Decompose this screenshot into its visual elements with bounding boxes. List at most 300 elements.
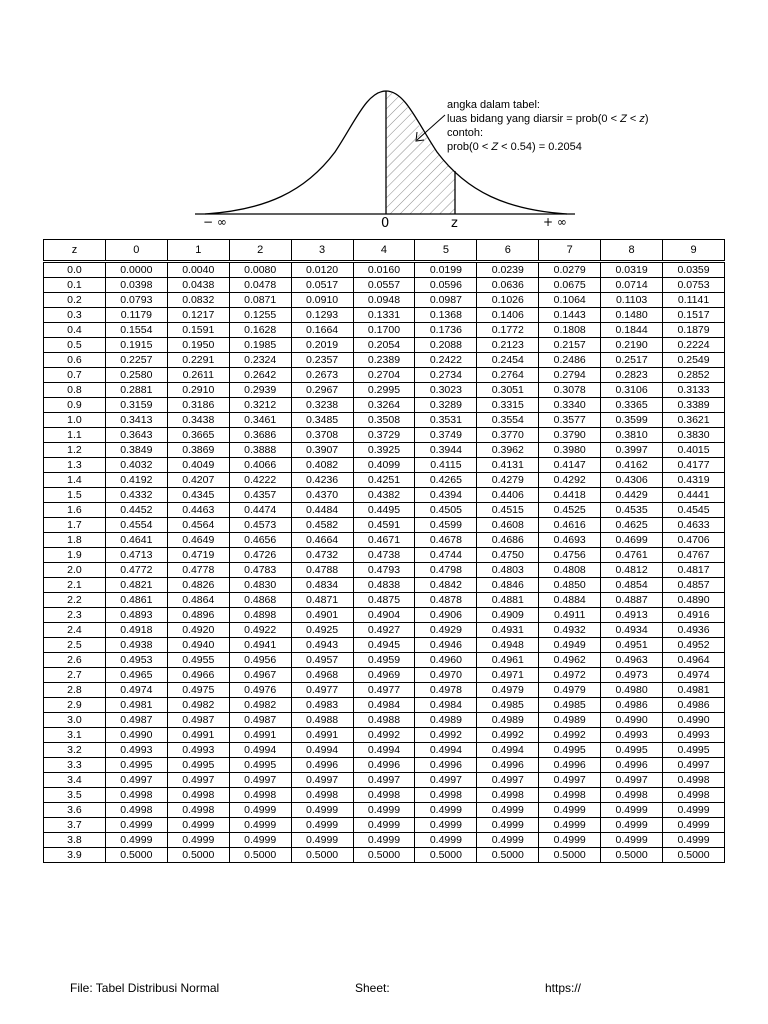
- probability-cell: 0.4965: [105, 668, 167, 683]
- probability-cell: 0.3389: [663, 398, 725, 413]
- probability-cell: 0.3133: [663, 383, 725, 398]
- probability-cell: 0.3643: [105, 428, 167, 443]
- probability-cell: 0.4999: [663, 818, 725, 833]
- probability-cell: 0.2157: [539, 338, 601, 353]
- probability-cell: 0.4265: [415, 473, 477, 488]
- probability-cell: 0.4750: [477, 548, 539, 563]
- probability-cell: 0.4812: [601, 563, 663, 578]
- probability-cell: 0.4998: [601, 788, 663, 803]
- probability-cell: 0.2389: [353, 353, 415, 368]
- probability-cell: 0.4999: [601, 818, 663, 833]
- probability-cell: 0.1331: [353, 308, 415, 323]
- probability-cell: 0.4940: [167, 638, 229, 653]
- probability-cell: 0.4738: [353, 548, 415, 563]
- header-col: 1: [167, 240, 229, 262]
- probability-cell: 0.1255: [229, 308, 291, 323]
- probability-cell: 0.4554: [105, 518, 167, 533]
- probability-cell: 0.3078: [539, 383, 601, 398]
- probability-cell: 0.4969: [353, 668, 415, 683]
- probability-cell: 0.1368: [415, 308, 477, 323]
- probability-cell: 0.4898: [229, 608, 291, 623]
- table-row: [44, 338, 725, 353]
- probability-cell: 0.4988: [291, 713, 353, 728]
- probability-cell: 0.4726: [229, 548, 291, 563]
- probability-cell: 0.4999: [167, 818, 229, 833]
- probability-cell: 0.4993: [105, 743, 167, 758]
- probability-cell: 0.4999: [477, 833, 539, 848]
- probability-cell: 0.4904: [353, 608, 415, 623]
- table-row: [44, 533, 725, 548]
- probability-cell: 0.4992: [539, 728, 601, 743]
- probability-cell: 0.4693: [539, 533, 601, 548]
- probability-cell: 0.4633: [663, 518, 725, 533]
- probability-cell: 0.4864: [167, 593, 229, 608]
- probability-cell: 0.4974: [663, 668, 725, 683]
- table-row: [44, 848, 725, 863]
- probability-cell: 0.3554: [477, 413, 539, 428]
- probability-cell: 0.4999: [415, 818, 477, 833]
- z-value-cell: 1.3: [44, 458, 106, 473]
- probability-cell: 0.5000: [539, 848, 601, 863]
- probability-cell: 0.4996: [291, 758, 353, 773]
- probability-cell: 0.4452: [105, 503, 167, 518]
- probability-cell: 0.0199: [415, 262, 477, 278]
- z-distribution-table: [43, 239, 725, 863]
- probability-cell: 0.4868: [229, 593, 291, 608]
- table-row: [44, 578, 725, 593]
- probability-cell: 0.4783: [229, 563, 291, 578]
- z-value-cell: 0.2: [44, 293, 106, 308]
- probability-cell: 0.4761: [601, 548, 663, 563]
- probability-cell: 0.4821: [105, 578, 167, 593]
- probability-cell: 0.4906: [415, 608, 477, 623]
- probability-cell: 0.2852: [663, 368, 725, 383]
- header-col: 9: [663, 240, 725, 262]
- probability-cell: 0.4992: [353, 728, 415, 743]
- table-row: [44, 683, 725, 698]
- probability-cell: 0.4983: [291, 698, 353, 713]
- probability-cell: 0.4474: [229, 503, 291, 518]
- probability-cell: 0.4999: [291, 803, 353, 818]
- probability-cell: 0.4994: [353, 743, 415, 758]
- probability-cell: 0.4920: [167, 623, 229, 638]
- table-row: [44, 398, 725, 413]
- probability-cell: 0.4162: [601, 458, 663, 473]
- probability-cell: 0.4997: [229, 773, 291, 788]
- probability-cell: 0.2019: [291, 338, 353, 353]
- probability-cell: 0.4990: [663, 713, 725, 728]
- probability-cell: 0.4032: [105, 458, 167, 473]
- probability-cell: 0.1844: [601, 323, 663, 338]
- probability-cell: 0.4999: [539, 803, 601, 818]
- probability-cell: 0.4875: [353, 593, 415, 608]
- probability-cell: 0.4925: [291, 623, 353, 638]
- probability-cell: 0.4591: [353, 518, 415, 533]
- probability-cell: 0.4959: [353, 653, 415, 668]
- z-value-cell: 2.6: [44, 653, 106, 668]
- probability-cell: 0.4999: [663, 803, 725, 818]
- z-value-cell: 2.7: [44, 668, 106, 683]
- probability-cell: 0.0000: [105, 262, 167, 278]
- probability-cell: 0.4015: [663, 443, 725, 458]
- probability-cell: 0.4946: [415, 638, 477, 653]
- probability-cell: 0.4515: [477, 503, 539, 518]
- probability-cell: 0.0871: [229, 293, 291, 308]
- probability-cell: 0.4984: [415, 698, 477, 713]
- probability-cell: 0.4991: [229, 728, 291, 743]
- probability-cell: 0.4082: [291, 458, 353, 473]
- table-row: [44, 758, 725, 773]
- probability-cell: 0.3830: [663, 428, 725, 443]
- table-row: [44, 262, 725, 278]
- probability-cell: 0.4406: [477, 488, 539, 503]
- z-value-cell: 2.1: [44, 578, 106, 593]
- table-row: [44, 668, 725, 683]
- probability-cell: 0.4998: [291, 788, 353, 803]
- probability-cell: 0.4998: [415, 788, 477, 803]
- probability-cell: 0.5000: [663, 848, 725, 863]
- probability-cell: 0.5000: [105, 848, 167, 863]
- annotation-line-4: prob(0 < Z < 0.54) = 0.2054: [447, 141, 582, 153]
- probability-cell: 0.3340: [539, 398, 601, 413]
- z-value-cell: 2.3: [44, 608, 106, 623]
- probability-cell: 0.3289: [415, 398, 477, 413]
- probability-cell: 0.4997: [663, 758, 725, 773]
- probability-cell: 0.0239: [477, 262, 539, 278]
- axis-label-z: z: [451, 216, 458, 231]
- axis-label-left: − ∞: [203, 215, 227, 229]
- annotation-line-1: angka dalam tabel:: [447, 99, 540, 111]
- z-value-cell: 0.3: [44, 308, 106, 323]
- probability-cell: 0.4999: [167, 833, 229, 848]
- table-row: [44, 623, 725, 638]
- probability-cell: 0.2357: [291, 353, 353, 368]
- probability-cell: 0.3413: [105, 413, 167, 428]
- probability-cell: 0.4656: [229, 533, 291, 548]
- probability-cell: 0.4985: [539, 698, 601, 713]
- probability-cell: 0.4951: [601, 638, 663, 653]
- table-row: [44, 833, 725, 848]
- probability-cell: 0.4995: [601, 743, 663, 758]
- header-col: 6: [477, 240, 539, 262]
- header-z: z: [44, 240, 106, 262]
- probability-cell: 0.4996: [477, 758, 539, 773]
- probability-cell: 0.5000: [601, 848, 663, 863]
- probability-cell: 0.1628: [229, 323, 291, 338]
- table-row: [44, 443, 725, 458]
- probability-cell: 0.4803: [477, 563, 539, 578]
- table-row: [44, 743, 725, 758]
- probability-cell: 0.1950: [167, 338, 229, 353]
- probability-cell: 0.4535: [601, 503, 663, 518]
- probability-cell: 0.4987: [229, 713, 291, 728]
- probability-cell: 0.1026: [477, 293, 539, 308]
- probability-cell: 0.3665: [167, 428, 229, 443]
- probability-cell: 0.5000: [291, 848, 353, 863]
- probability-cell: 0.4999: [353, 818, 415, 833]
- probability-cell: 0.4998: [539, 788, 601, 803]
- probability-cell: 0.4854: [601, 578, 663, 593]
- probability-cell: 0.2190: [601, 338, 663, 353]
- probability-cell: 0.4979: [539, 683, 601, 698]
- probability-cell: 0.4995: [105, 758, 167, 773]
- table-row: [44, 548, 725, 563]
- table-row: [44, 818, 725, 833]
- probability-cell: 0.3508: [353, 413, 415, 428]
- probability-cell: 0.4943: [291, 638, 353, 653]
- probability-cell: 0.4989: [539, 713, 601, 728]
- probability-cell: 0.4999: [105, 818, 167, 833]
- probability-cell: 0.3997: [601, 443, 663, 458]
- probability-cell: 0.4990: [105, 728, 167, 743]
- probability-cell: 0.2549: [663, 353, 725, 368]
- probability-cell: 0.4830: [229, 578, 291, 593]
- probability-cell: 0.4901: [291, 608, 353, 623]
- probability-cell: 0.4980: [601, 683, 663, 698]
- probability-cell: 0.1554: [105, 323, 167, 338]
- footer-url[interactable]: https://: [545, 981, 582, 995]
- z-value-cell: 1.5: [44, 488, 106, 503]
- probability-cell: 0.4981: [663, 683, 725, 698]
- probability-cell: 0.3461: [229, 413, 291, 428]
- probability-cell: 0.4890: [663, 593, 725, 608]
- probability-cell: 0.3686: [229, 428, 291, 443]
- probability-cell: 0.4115: [415, 458, 477, 473]
- probability-cell: 0.2881: [105, 383, 167, 398]
- probability-cell: 0.2642: [229, 368, 291, 383]
- z-value-cell: 1.0: [44, 413, 106, 428]
- probability-cell: 0.4699: [601, 533, 663, 548]
- probability-cell: 0.4545: [663, 503, 725, 518]
- probability-cell: 0.4999: [663, 833, 725, 848]
- probability-cell: 0.2764: [477, 368, 539, 383]
- probability-cell: 0.0714: [601, 278, 663, 293]
- probability-cell: 0.3729: [353, 428, 415, 443]
- probability-cell: 0.4357: [229, 488, 291, 503]
- probability-cell: 0.4857: [663, 578, 725, 593]
- probability-cell: 0.4999: [229, 803, 291, 818]
- probability-cell: 0.4998: [105, 788, 167, 803]
- probability-cell: 0.4972: [539, 668, 601, 683]
- table-header-row: [44, 240, 725, 262]
- probability-cell: 0.1406: [477, 308, 539, 323]
- probability-cell: 0.3944: [415, 443, 477, 458]
- probability-cell: 0.4999: [415, 833, 477, 848]
- probability-cell: 0.4279: [477, 473, 539, 488]
- probability-cell: 0.4978: [415, 683, 477, 698]
- probability-cell: 0.4706: [663, 533, 725, 548]
- probability-cell: 0.4997: [167, 773, 229, 788]
- header-col: 2: [229, 240, 291, 262]
- probability-cell: 0.0596: [415, 278, 477, 293]
- probability-cell: 0.0832: [167, 293, 229, 308]
- probability-cell: 0.0359: [663, 262, 725, 278]
- probability-cell: 0.4884: [539, 593, 601, 608]
- probability-cell: 0.2794: [539, 368, 601, 383]
- probability-cell: 0.1700: [353, 323, 415, 338]
- probability-cell: 0.4998: [663, 788, 725, 803]
- probability-cell: 0.4909: [477, 608, 539, 623]
- probability-cell: 0.4049: [167, 458, 229, 473]
- probability-cell: 0.4345: [167, 488, 229, 503]
- probability-cell: 0.4990: [601, 713, 663, 728]
- probability-cell: 0.1480: [601, 308, 663, 323]
- probability-cell: 0.1103: [601, 293, 663, 308]
- probability-cell: 0.4842: [415, 578, 477, 593]
- probability-cell: 0.4968: [291, 668, 353, 683]
- probability-cell: 0.4991: [167, 728, 229, 743]
- probability-cell: 0.4616: [539, 518, 601, 533]
- probability-cell: 0.3907: [291, 443, 353, 458]
- probability-cell: 0.2910: [167, 383, 229, 398]
- probability-cell: 0.3790: [539, 428, 601, 443]
- probability-cell: 0.2580: [105, 368, 167, 383]
- probability-cell: 0.4998: [663, 773, 725, 788]
- probability-cell: 0.4964: [663, 653, 725, 668]
- table-row: [44, 383, 725, 398]
- probability-cell: 0.4292: [539, 473, 601, 488]
- probability-cell: 0.3531: [415, 413, 477, 428]
- probability-cell: 0.4997: [105, 773, 167, 788]
- probability-cell: 0.1217: [167, 308, 229, 323]
- probability-cell: 0.4996: [353, 758, 415, 773]
- probability-cell: 0.4997: [477, 773, 539, 788]
- probability-cell: 0.4999: [229, 818, 291, 833]
- probability-cell: 0.4999: [105, 833, 167, 848]
- probability-cell: 0.4099: [353, 458, 415, 473]
- table-row: [44, 293, 725, 308]
- table-row: [44, 608, 725, 623]
- probability-cell: 0.1985: [229, 338, 291, 353]
- probability-cell: 0.4495: [353, 503, 415, 518]
- probability-cell: 0.1141: [663, 293, 725, 308]
- probability-cell: 0.4756: [539, 548, 601, 563]
- probability-cell: 0.4251: [353, 473, 415, 488]
- probability-cell: 0.4887: [601, 593, 663, 608]
- probability-cell: 0.4949: [539, 638, 601, 653]
- probability-cell: 0.4938: [105, 638, 167, 653]
- probability-cell: 0.4960: [415, 653, 477, 668]
- probability-cell: 0.4649: [167, 533, 229, 548]
- z-value-cell: 1.7: [44, 518, 106, 533]
- probability-cell: 0.4147: [539, 458, 601, 473]
- probability-cell: 0.4878: [415, 593, 477, 608]
- probability-cell: 0.4222: [229, 473, 291, 488]
- probability-cell: 0.4999: [601, 803, 663, 818]
- probability-cell: 0.4970: [415, 668, 477, 683]
- probability-cell: 0.0319: [601, 262, 663, 278]
- table-row: [44, 638, 725, 653]
- probability-cell: 0.3212: [229, 398, 291, 413]
- probability-cell: 0.4987: [105, 713, 167, 728]
- probability-cell: 0.4945: [353, 638, 415, 653]
- probability-cell: 0.3599: [601, 413, 663, 428]
- table-row: [44, 473, 725, 488]
- probability-cell: 0.4913: [601, 608, 663, 623]
- probability-cell: 0.1179: [105, 308, 167, 323]
- probability-cell: 0.1879: [663, 323, 725, 338]
- probability-cell: 0.4992: [477, 728, 539, 743]
- probability-cell: 0.4988: [353, 713, 415, 728]
- probability-cell: 0.4177: [663, 458, 725, 473]
- probability-cell: 0.2257: [105, 353, 167, 368]
- probability-cell: 0.2291: [167, 353, 229, 368]
- table-row: [44, 413, 725, 428]
- probability-cell: 0.4916: [663, 608, 725, 623]
- probability-cell: 0.4429: [601, 488, 663, 503]
- probability-cell: 0.4962: [539, 653, 601, 668]
- z-value-cell: 3.2: [44, 743, 106, 758]
- probability-cell: 0.4798: [415, 563, 477, 578]
- probability-cell: 0.5000: [167, 848, 229, 863]
- probability-cell: 0.1443: [539, 308, 601, 323]
- probability-cell: 0.4732: [291, 548, 353, 563]
- header-col: 8: [601, 240, 663, 262]
- probability-cell: 0.4999: [291, 833, 353, 848]
- probability-cell: 0.4999: [353, 803, 415, 818]
- probability-cell: 0.1517: [663, 308, 725, 323]
- probability-cell: 0.4207: [167, 473, 229, 488]
- probability-cell: 0.4999: [415, 803, 477, 818]
- z-value-cell: 0.0: [44, 262, 106, 278]
- probability-cell: 0.4998: [353, 788, 415, 803]
- probability-cell: 0.4608: [477, 518, 539, 533]
- probability-cell: 0.4893: [105, 608, 167, 623]
- probability-cell: 0.1664: [291, 323, 353, 338]
- probability-cell: 0.2967: [291, 383, 353, 398]
- z-value-cell: 0.5: [44, 338, 106, 353]
- probability-cell: 0.3264: [353, 398, 415, 413]
- probability-cell: 0.4982: [167, 698, 229, 713]
- probability-cell: 0.3749: [415, 428, 477, 443]
- probability-cell: 0.3708: [291, 428, 353, 443]
- table-row: [44, 503, 725, 518]
- probability-cell: 0.4995: [663, 743, 725, 758]
- probability-cell: 0.4982: [229, 698, 291, 713]
- probability-cell: 0.4989: [415, 713, 477, 728]
- table-row: [44, 773, 725, 788]
- probability-cell: 0.4131: [477, 458, 539, 473]
- probability-cell: 0.4767: [663, 548, 725, 563]
- probability-cell: 0.4997: [415, 773, 477, 788]
- footer-file: File: Tabel Distribusi Normal: [70, 981, 220, 995]
- probability-cell: 0.4948: [477, 638, 539, 653]
- shaded-area: [386, 91, 455, 214]
- probability-cell: 0.4986: [601, 698, 663, 713]
- probability-cell: 0.3577: [539, 413, 601, 428]
- probability-cell: 0.4967: [229, 668, 291, 683]
- probability-cell: 0.4671: [353, 533, 415, 548]
- probability-cell: 0.4932: [539, 623, 601, 638]
- z-value-cell: 0.6: [44, 353, 106, 368]
- table-row: [44, 518, 725, 533]
- probability-cell: 0.4997: [539, 773, 601, 788]
- probability-cell: 0.4984: [353, 698, 415, 713]
- probability-cell: 0.4332: [105, 488, 167, 503]
- probability-cell: 0.3238: [291, 398, 353, 413]
- table-row: [44, 713, 725, 728]
- probability-cell: 0.1591: [167, 323, 229, 338]
- z-value-cell: 2.0: [44, 563, 106, 578]
- probability-cell: 0.4306: [601, 473, 663, 488]
- probability-cell: 0.3023: [415, 383, 477, 398]
- probability-cell: 0.4998: [105, 803, 167, 818]
- probability-cell: 0.0793: [105, 293, 167, 308]
- probability-cell: 0.4861: [105, 593, 167, 608]
- probability-cell: 0.4994: [291, 743, 353, 758]
- probability-cell: 0.4826: [167, 578, 229, 593]
- table-row: [44, 593, 725, 608]
